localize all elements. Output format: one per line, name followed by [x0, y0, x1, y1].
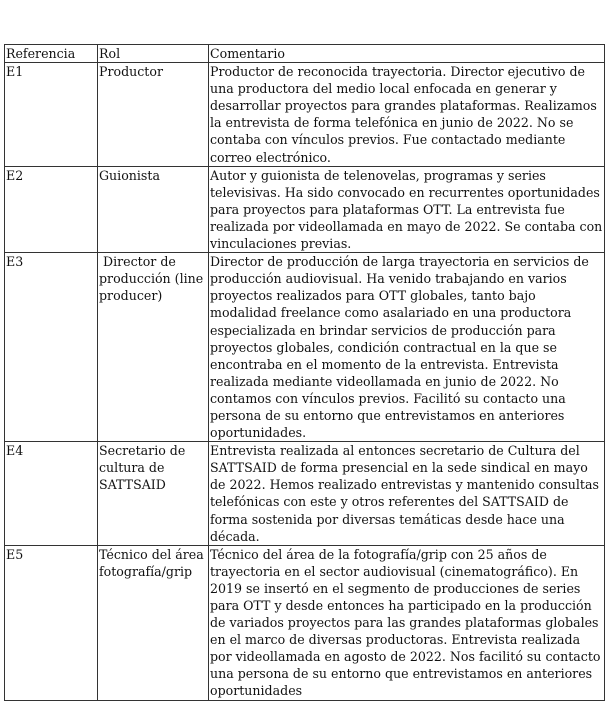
cell-comentario: Autor y guionista de telenovelas, programas y series televisivas. Ha sido convocado en recurrentes oportunidades para proyectos para plataformas OTT. La entrevista fue realizada por videollamada en mayo de 2022. Se contaba con vinculaciones previas. — [209, 166, 605, 252]
table-row — [5, 166, 605, 252]
cell-ref: E5 — [5, 545, 98, 700]
cell-rol: Director de producción (line producer) — [98, 253, 209, 442]
interview-table — [4, 44, 605, 701]
cell-rol: Productor — [98, 63, 209, 167]
table-row — [5, 253, 605, 442]
cell-ref: E3 — [5, 253, 98, 442]
cell-comentario: Director de producción de larga trayectoria en servicios de producción audiovisual. Ha venido trabajando en varios proyectos realizados para OTT globales, tanto bajo modalidad freelance como asalariado en una productora especializada en brindar servicios de producción para proyectos globales, condición contractual en la que se encontraba en el momento de la entrevista. Entrevista realizada mediante videollamada en junio de 2022. No contamos con vínculos previos. Facilitó su contacto una persona de su entorno que entrevistamos en anteriores oportunidades. — [209, 253, 605, 442]
table-row — [5, 545, 605, 700]
cell-comentario: Productor de reconocida trayectoria. Director ejecutivo de una productora del medio local enfocada en generar y desarrollar proyectos para grandes plataformas. Realizamos la entrevista de forma telefónica en junio de 2022. No se contaba con vínculos previos. Fue contactado mediante correo electrónico. — [209, 63, 605, 167]
cell-rol: Guionista — [98, 166, 209, 252]
cell-ref: E1 — [5, 63, 98, 167]
header-comentario: Comentario — [209, 45, 605, 63]
cell-rol: Secretario de cultura de SATTSAID — [98, 442, 209, 546]
cell-ref: E4 — [5, 442, 98, 546]
table-row — [5, 63, 605, 167]
header-row — [5, 45, 605, 63]
cell-ref: E2 — [5, 166, 98, 252]
cell-comentario: Técnico del área de la fotografía/grip con 25 años de trayectoria en el sector audiovisual (cinematográfico). En 2019 se insertó en el segmento de producciones de series para OTT y desde entonces ha participado en la producción de variados proyectos para las grandes plataformas globales en el marco de diversas productoras. Entrevista realizada por videollamada en agosto de 2022. Nos facilitó su contacto una persona de su entorno que entrevistamos en anteriores oportunidades — [209, 545, 605, 700]
header-referencia: Referencia — [5, 45, 98, 63]
cell-comentario: Entrevista realizada al entonces secretario de Cultura del SATTSAID de forma presencial en la sede sindical en mayo de 2022. Hemos realizado entrevistas y mantenido consultas telefónicas con este y otros referentes del SATTSAID de forma sostenida por diversas temáticas desde hace una década. — [209, 442, 605, 546]
cell-rol: Técnico del área fotografía/grip — [98, 545, 209, 700]
table-row — [5, 442, 605, 546]
header-rol: Rol — [98, 45, 209, 63]
